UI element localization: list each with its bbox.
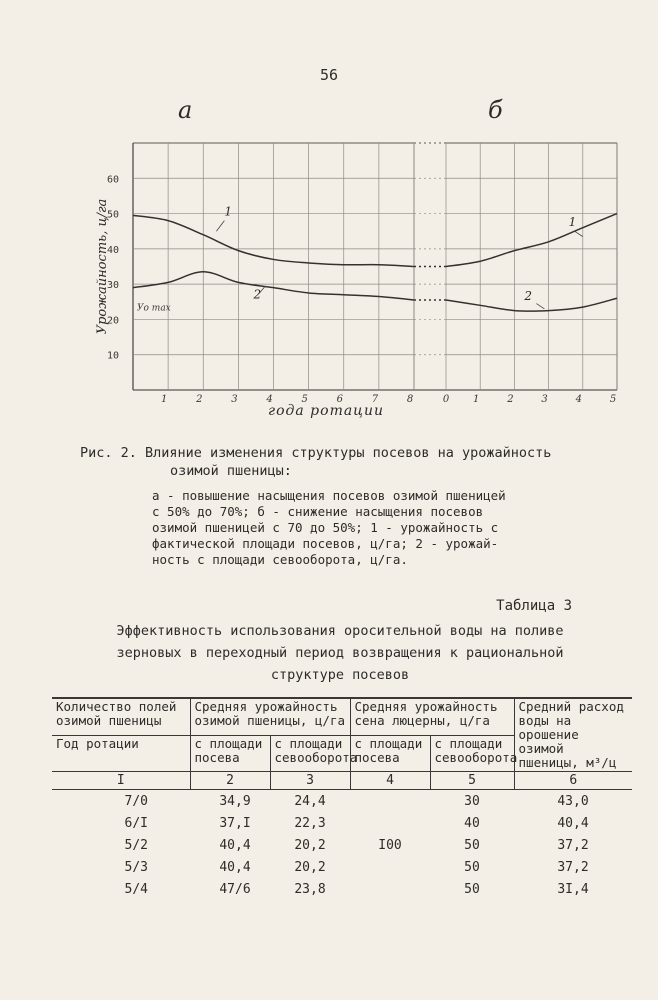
- header-rotation-year: Год ротации: [52, 735, 190, 771]
- legend-line: а - повышение насыщения посевов озимой пшеницей: [152, 488, 506, 503]
- x-tick-label: 3: [541, 394, 548, 405]
- series-label-leader: [575, 231, 583, 236]
- table-cell: 24,4: [294, 793, 326, 809]
- series-label-1: 1: [224, 204, 233, 219]
- ymax-annotation: Уо max: [137, 303, 171, 314]
- table-cell: [350, 878, 430, 900]
- y-tick-label: 40: [106, 244, 119, 256]
- table-cell: 23,8: [294, 881, 326, 897]
- table-cell: 43,0: [557, 793, 589, 809]
- legend-line: с 50% до 70%; б - снижение насыщения посевов: [152, 504, 484, 519]
- series-label-1: 1: [568, 214, 577, 229]
- y-tick-label: 20: [106, 315, 119, 327]
- panel-label-a: а: [178, 96, 193, 124]
- y-tick-label: 10: [106, 350, 119, 362]
- header-alfalfa-yield: Средняя урожайность сена люцерны, ц/га: [350, 698, 514, 735]
- x-tick-label: 5: [609, 394, 617, 405]
- table-cell: 50: [464, 881, 480, 897]
- table-row: [52, 834, 632, 856]
- y-tick-label: 50: [106, 209, 119, 221]
- water-efficiency-table: [52, 697, 632, 900]
- table-label: Таблица 3: [496, 598, 572, 614]
- table-cell: [350, 856, 430, 878]
- x-tick-label: 6: [336, 394, 343, 405]
- yield-chart: [0, 0, 658, 430]
- column-number: I: [52, 772, 190, 790]
- page-number: 56: [319, 66, 339, 84]
- x-tick-label: 8: [406, 394, 414, 405]
- table-cell: 22,3: [294, 815, 326, 831]
- table-cell: 7/0: [124, 793, 148, 809]
- table-cell: 50: [464, 837, 480, 853]
- y-tick-label: 30: [106, 280, 119, 292]
- x-tick-label: 0: [442, 394, 450, 405]
- column-number: 2: [190, 772, 270, 790]
- panel-label-b: б: [488, 96, 503, 124]
- header-water-use: Средний расход воды на орошение озимой пшеницы, м³/ц: [514, 698, 632, 772]
- series-label-2: 2: [253, 287, 262, 302]
- series-label-2: 2: [524, 289, 533, 304]
- header-sub-sown-area: с площади посева: [350, 735, 430, 771]
- table-cell: 5/3: [124, 859, 148, 875]
- x-tick-label: 7: [371, 394, 379, 405]
- table-cell: 3I,4: [557, 881, 589, 897]
- header-sub-rotation-area: с площади севооборота: [270, 735, 350, 771]
- caption-line-1: Рис. 2. Влияние изменения структуры посевов на урожайность: [80, 445, 552, 461]
- table-title: [40, 620, 640, 686]
- table-cell: 6/I: [124, 815, 148, 831]
- table-cell: 30: [464, 793, 480, 809]
- table-row: [52, 856, 632, 878]
- x-tick-label: 2: [196, 394, 203, 405]
- column-number: 3: [270, 772, 350, 790]
- table-cell: 5/2: [124, 837, 148, 853]
- header-sub-rotation-area: с площади севооборота: [430, 735, 514, 771]
- figure-caption: [80, 444, 620, 480]
- table-row: [52, 878, 632, 900]
- x-tick-label: 5: [301, 394, 308, 405]
- column-number: 5: [430, 772, 514, 790]
- table-cell: 37,2: [557, 837, 589, 853]
- table-cell: [350, 812, 430, 834]
- x-tick-label: 1: [473, 394, 480, 405]
- figure-legend: [152, 488, 582, 568]
- table-cell: 37,I: [219, 815, 251, 831]
- table-row: [52, 790, 632, 813]
- series-label-leader: [216, 221, 224, 232]
- table-cell: 40: [464, 815, 480, 831]
- table-cell: [350, 790, 430, 813]
- table-title-line: структуре посевов: [270, 667, 410, 683]
- x-tick-label: 3: [231, 394, 238, 405]
- table-cell: 34,9: [219, 793, 251, 809]
- header-wheat-yield: Средняя урожайность озимой пшеницы, ц/га: [190, 698, 350, 735]
- x-tick-label: 4: [575, 394, 582, 405]
- caption-line-2: озимой пшеницы:: [170, 463, 292, 479]
- x-axis-title: года ротации: [268, 403, 384, 419]
- x-tick-label: 2: [507, 394, 514, 405]
- table-title-line: зерновых в переходный период возвращения к рациональной: [116, 645, 564, 661]
- table-cell: 47/6: [219, 881, 251, 897]
- column-number: 6: [514, 772, 632, 790]
- table-cell: 5/4: [124, 881, 148, 897]
- table-title-line: Эффективность использования оросительной воды на поливе: [116, 623, 564, 639]
- legend-line: ность с площади севооборота, ц/га.: [152, 552, 408, 567]
- table-cell: 20,2: [294, 859, 326, 875]
- series-line-b1: [446, 214, 617, 267]
- x-tick-label: 4: [266, 394, 273, 405]
- y-tick-label: 60: [106, 174, 119, 186]
- table-cell: I00: [378, 837, 402, 853]
- x-tick-label: 1: [160, 394, 168, 405]
- header-fields-count: Количество полей озимой пшеницы: [52, 698, 190, 735]
- y-axis-title: Урожайность, ц/га: [95, 198, 110, 335]
- legend-line: озимой пшеницей с 70 до 50%; 1 - урожайность с: [152, 520, 499, 535]
- table-cell: 20,2: [294, 837, 326, 853]
- table-cell: 40,4: [219, 837, 251, 853]
- table-cell: 40,4: [219, 859, 251, 875]
- table-row: [52, 812, 632, 834]
- column-number: 4: [350, 772, 430, 790]
- legend-line: фактической площади посевов, ц/га; 2 - урожай-: [152, 536, 499, 551]
- header-sub-sown-area: с площади посева: [190, 735, 270, 771]
- table-cell: 37,2: [557, 859, 589, 875]
- table-cell: 40,4: [557, 815, 589, 831]
- series-label-leader: [536, 304, 544, 309]
- table-cell: 50: [464, 859, 480, 875]
